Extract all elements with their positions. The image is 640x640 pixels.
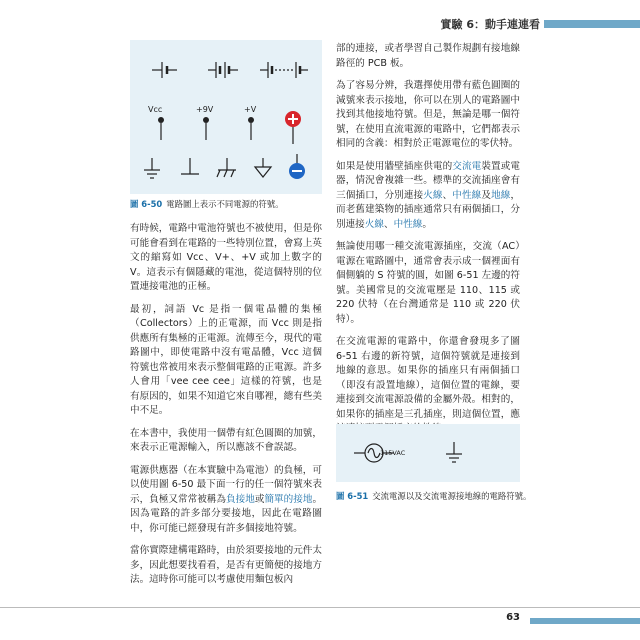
paragraph: 部的連接，或者學習自己製作規劃有接地線路徑的 PCB 板。: [336, 43, 520, 69]
term-neutral: 中性線: [393, 218, 423, 230]
paragraph: 無論使用哪一種交流電源插座，交流（AC）電源在電路圖中，通常會表示成一個裡面有個側躺的 S 符號的圓，如圖 6-51 左邊的符號。美國常見的交流電壓是 110、115 或 220 伏特（在台灣通常是 110 或 220 伏特）。: [336, 241, 520, 325]
paragraph: 最初，詞語 Vc 是指一個電晶體的集極（Collectors）上的正電源，而 Vcc 則是指供應所有集極的正電源。流傳至今，現代的電路圖中，即使電路中沒有電晶體，Vcc 這個符號也常被用來表示整個電路的正電源。許多人會用「vee cee cee」這樣的符號，也是有原因的，如果不知道它來自哪裡，總有些美中不足。: [130, 303, 322, 416]
figure-6-50: [130, 40, 322, 194]
term-simple-ground: 簡單的接地: [264, 493, 313, 505]
terminal-vcc-icon: [148, 105, 164, 140]
ground-icon: [144, 158, 160, 178]
triangle-ground-icon: [255, 158, 271, 177]
term-earth: 地線: [491, 189, 511, 201]
paragraph: 有時候，電路中電池符號也不被使用，但是你可能會看到在電路的一些特別位置，會寫上英文的縮寫如 Vcc、V+、+V 或加上數字的 V。這表示有個隱藏的電池，從這個特別的位置連接電池的正極。: [130, 223, 322, 292]
vcc-label: Vcc: [148, 105, 163, 114]
paragraph: 在本書中，我使用一個帶有紅色圓圈的加號，來表示正電源輸入，所以應該不會誤認。: [130, 427, 322, 453]
terminal-v-icon: [244, 105, 257, 140]
battery-multi-icon: [208, 62, 238, 78]
9v-label: +9V: [196, 105, 214, 114]
term-live: 火線: [423, 189, 443, 201]
term-negative-ground: 負接地: [226, 493, 255, 505]
right-column: [336, 42, 520, 445]
terminal-9v-icon: [196, 105, 214, 140]
page-number: 63: [506, 612, 520, 623]
battery-cell-icon: [152, 62, 177, 78]
paragraph: 如果是使用牆壁插座供電的交流電裝置或電器，情況會複雜一些。標準的交流插座會有三個插口，分別連接火線、中性線及地線，而老舊建築物的插座通常只有兩個插口，分別連接火線、中性線。: [336, 160, 521, 230]
left-column: [130, 222, 322, 596]
figure-caption-6-51: 圖 6-51 交流電源以及交流電源接地線的電路符號。: [336, 491, 532, 501]
paragraph: 為了容易分辨，我選擇使用帶有藍色圓圈的減號來表示接地，你可以在別人的電路圖中找到其他接地符號。但是，無論是哪一個符號，在使用直流電源的電路中，它們都表示相同的含義：相對於正電源電位的零伏特。: [336, 80, 520, 149]
footer-accent-bar: [530, 618, 640, 624]
paragraph: 在交流電源的電路中，你還會發現多了圖 6-51 右邊的新符號，這個符號就是連接到地線的意思。如果你的插座只有兩個插口（即沒有設置地線），這個位置的電線，要連接到交流電源設備的金屬外殼。相對的，如果你的插座是三孔插座，則這個位置，應: [336, 336, 520, 420]
ac-voltage-label: 115VAC: [380, 449, 406, 457]
v-label: +V: [244, 105, 257, 114]
chapter-title: 實驗 6：動手連連看: [440, 18, 540, 31]
paragraph: 電源供應器（在本實驗中為電池）的負極，可以使用圖 6-50 最下面一行的任一個符號來表示，負極又常常被稱為負接地或簡單的接地。因為電路的許多部分要接地，因此在電路圖中，你可能已經發現有許多個接地符號。: [130, 464, 323, 534]
signal-ground-icon: [217, 158, 236, 177]
positive-terminal-icon: [285, 111, 301, 144]
page-header: [0, 16, 640, 36]
figure-6-51: [336, 424, 520, 482]
battery-chain-icon: [260, 62, 308, 78]
paragraph: 當你實際建構電路時，由於須要接地的元件太多，因此想要找看看，是否有更簡便的接地方法。這時你可能可以考慮使用麵包板內: [130, 545, 322, 585]
header-accent-bar: [544, 20, 640, 28]
figure-caption-6-50: 圖 6-50 電路圖上表示不同電源的符號。: [130, 199, 284, 209]
footer-divider: [0, 607, 640, 608]
negative-terminal-icon: [289, 154, 305, 179]
term-neutral: 中性線: [452, 189, 482, 201]
earth-ground-icon: [446, 442, 462, 462]
term-ac: 交流電: [452, 160, 482, 172]
term-live: 火線: [364, 218, 384, 230]
chassis-ground-icon: [181, 158, 199, 174]
